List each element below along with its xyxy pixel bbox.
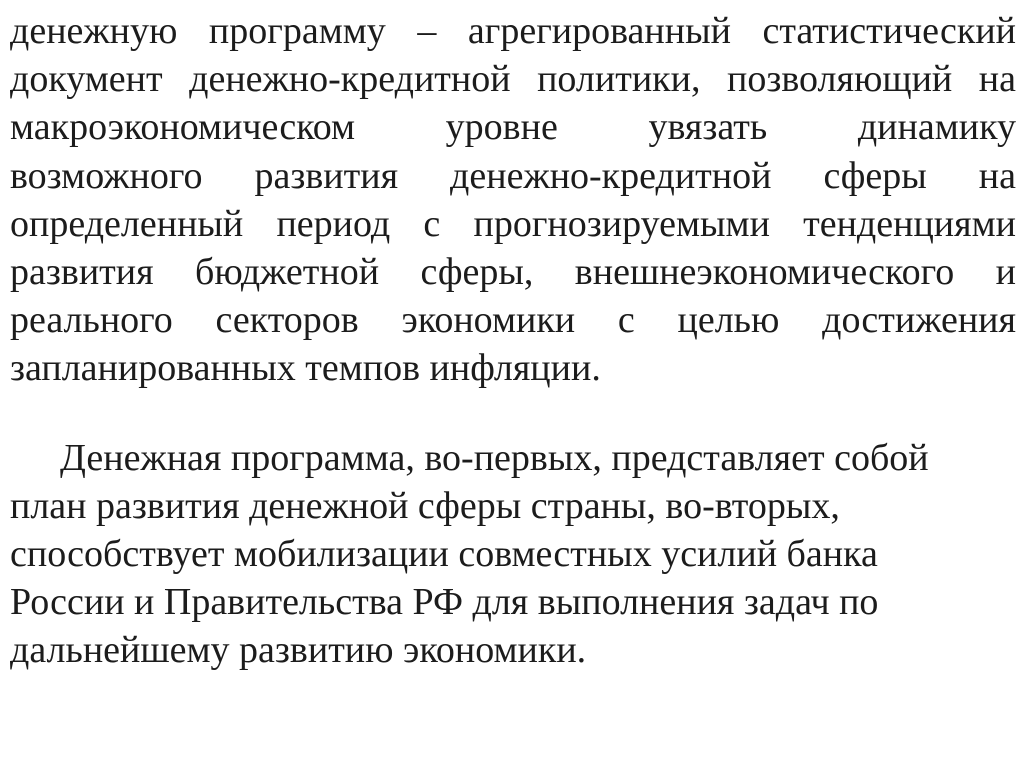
paragraph-money-program-definition <box>10 7 1016 393</box>
text-line: макроэкономическом уровне увязать динамику <box>10 106 1016 149</box>
text-line: способствует мобилизации совместных усилий банка <box>10 533 878 575</box>
text-line: денежную программу – агрегированный статистический <box>10 10 1016 52</box>
paragraph-money-program-purpose <box>10 434 1016 674</box>
text-line: план развития денежной сферы страны, во-вторых, <box>10 485 840 527</box>
text-line: запланированных темпов инфляции. <box>10 347 601 390</box>
text-line: определенный период с прогнозируемыми тенденциями <box>10 202 1016 245</box>
text-line: развития бюджетной сферы, внешнеэкономического и <box>10 250 1016 293</box>
text-line: Денежная программа, во-первых, представляет собой <box>60 437 929 479</box>
text-line: возможного развития денежно-кредитной сферы на <box>10 154 1016 197</box>
text-line: документ денежно-кредитной политики, позволяющий на <box>10 58 1016 101</box>
text-line: дальнейшему развитию экономики. <box>10 629 587 671</box>
text-line: России и Правительства РФ для выполнения задач по <box>10 581 879 623</box>
text-line: реального секторов экономики с целью достижения <box>10 299 1016 342</box>
